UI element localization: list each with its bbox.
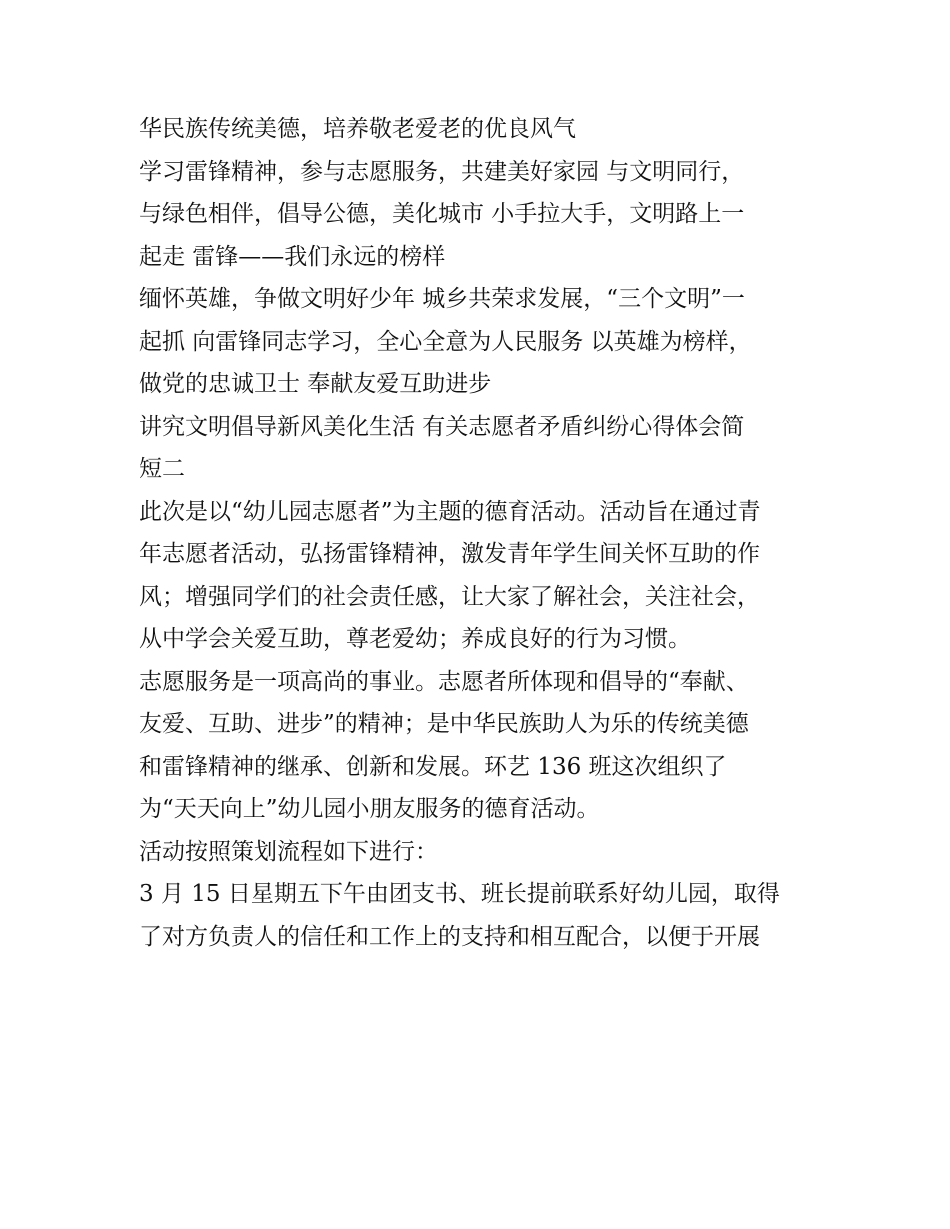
text-line: 缅怀英雄，争做文明好少年 城乡共荣求发展，“三个文明”一 xyxy=(139,286,745,312)
text-line: 起抓 向雷锋同志学习，全心全意为人民服务 以英雄为榜样， xyxy=(139,328,752,355)
text-line: 此次是以“幼儿园志愿者”为主题的德育活动。活动旨在通过青 xyxy=(139,498,761,525)
text-line: 讲究文明倡导新风美化生活 有关志愿者矛盾纠纷心得体会简 xyxy=(139,413,745,440)
text-line: 风；增强同学们的社会责任感，让大家了解社会，关注社会， xyxy=(139,583,760,610)
text-line: 年志愿者活动，弘扬雷锋精神，激发青年学生间关怀互助的作 xyxy=(139,541,760,567)
text-line: 和雷锋精神的继承、创新和发展。环艺 136 班这次组织了 xyxy=(139,753,727,780)
text-line: 志愿服务是一项高尚的事业。志愿者所体现和倡导的“奉献、 xyxy=(139,668,749,695)
text-line: 3 月 15 日星期五下午由团支书、班长提前联系好幼儿园，取得 xyxy=(139,881,780,907)
text-line: 为“天天向上”幼儿园小朋友服务的德育活动。 xyxy=(139,796,600,822)
text-line: 做党的忠诚卫士 奉献友爱互助进步 xyxy=(139,371,492,397)
text-line: 学习雷锋精神，参与志愿服务，共建美好家园 与文明同行， xyxy=(139,158,745,185)
document-body xyxy=(139,108,829,958)
text-line: 从中学会关爱互助，尊老爱幼；养成良好的行为习惯。 xyxy=(139,626,691,652)
text-line: 起走 雷锋——我们永远的榜样 xyxy=(139,243,446,270)
text-line: 与绿色相伴，倡导公德，美化城市 小手拉大手，文明路上一 xyxy=(139,201,745,227)
text-line: 了对方负责人的信任和工作上的支持和相互配合，以便于开展 xyxy=(139,923,760,950)
text-line: 友爱、互助、进步”的精神；是中华民族助人为乐的传统美德 xyxy=(139,711,749,737)
text-line: 华民族传统美德，培养敬老爱老的优良风气 xyxy=(139,116,576,142)
text-line: 活动按照策划流程如下进行： xyxy=(139,838,438,865)
text-line: 短二 xyxy=(139,456,185,482)
